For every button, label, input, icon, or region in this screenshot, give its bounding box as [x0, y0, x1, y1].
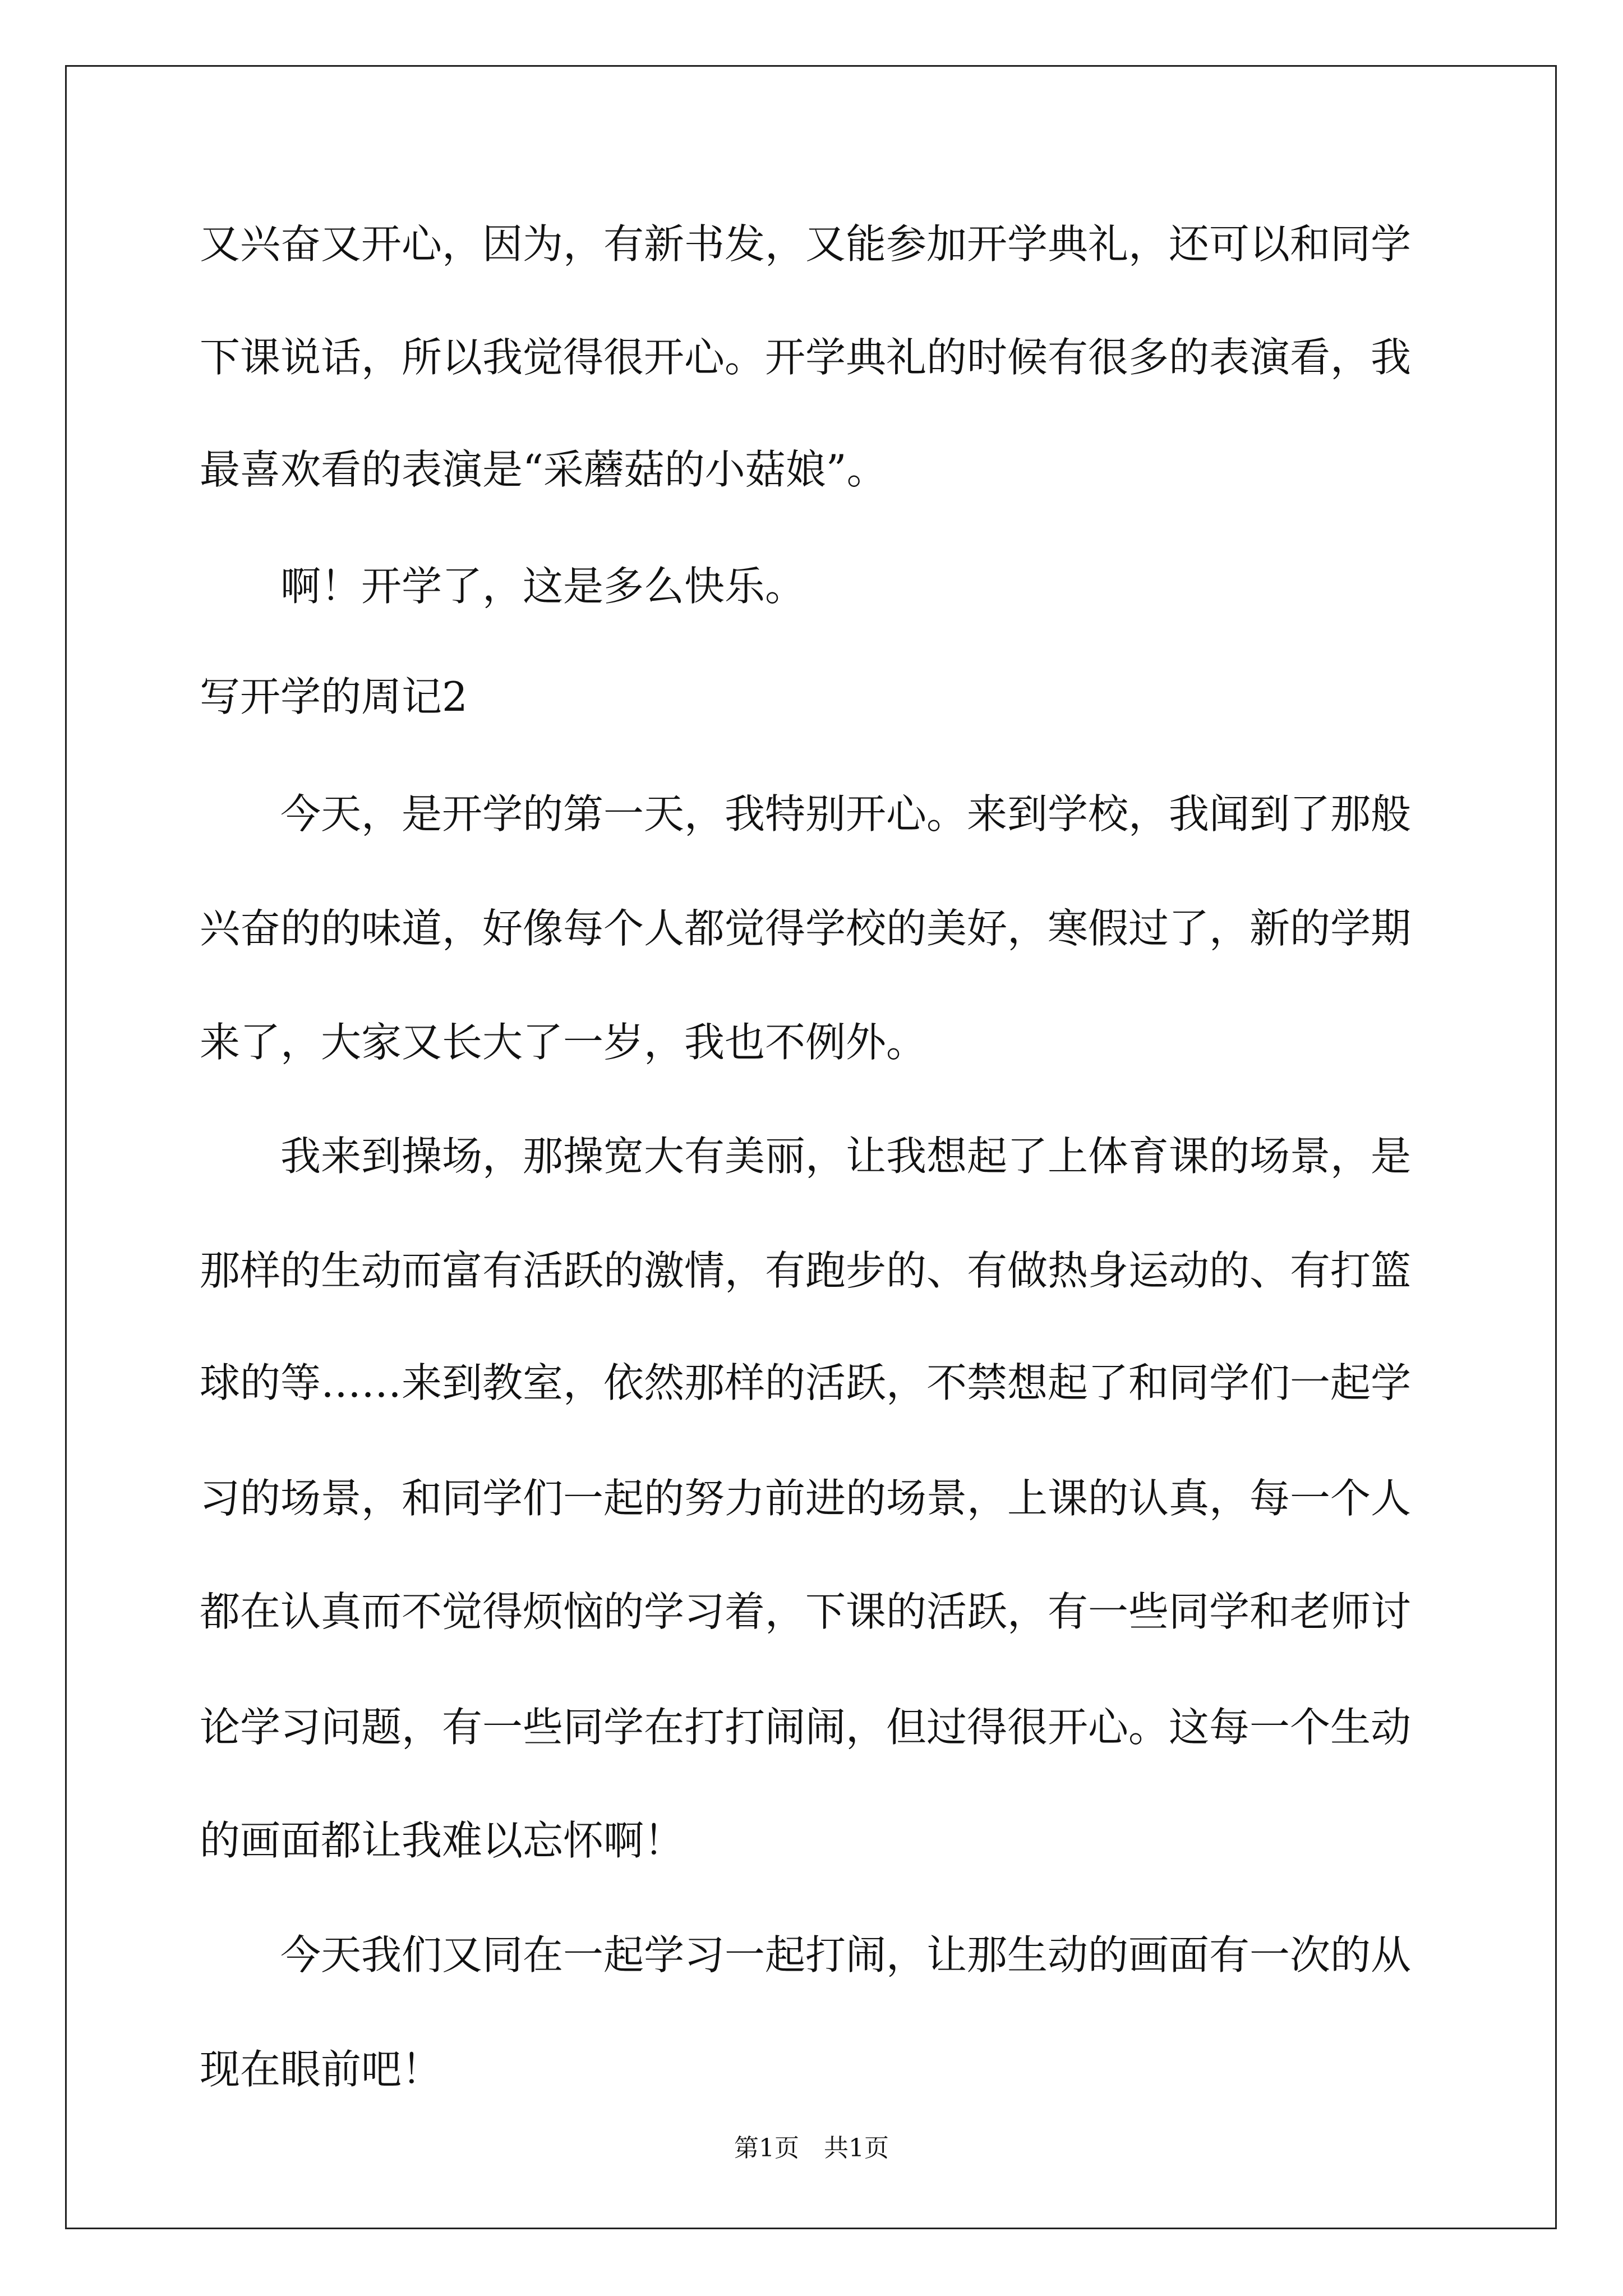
paragraph-line: 最喜欢看的表演是“采蘑菇的小菇娘”。: [200, 446, 887, 493]
page-footer: 第1页 共1页: [734, 2134, 889, 2162]
paragraph-line: 那样的生动而富有活跃的激情，有跑步的、有做热身运动的、有打篮: [200, 1247, 1412, 1294]
paragraph-line: 我来到操场，那操宽大有美丽，让我想起了上体育课的场景，是: [200, 1133, 1412, 1180]
paragraph-line: 下课说话，所以我觉得很开心。开学典礼的时候有很多的表演看，我: [200, 334, 1412, 381]
paragraph-line: 啊！开学了，这是多么快乐。: [200, 563, 806, 610]
paragraph-line: 兴奋的的味道，好像每个人都觉得学校的美好，寒假过了，新的学期: [200, 905, 1412, 952]
paragraph-line: 习的场景，和同学们一起的努力前进的场景，上课的认真，每一个人: [200, 1475, 1412, 1522]
paragraph-line: 现在眼前吧！: [200, 2046, 442, 2093]
paragraph-line: 的画面都让我难以忘怀啊！: [200, 1817, 685, 1864]
paragraph-line: 都在认真而不觉得烦恼的学习着，下课的活跃，有一些同学和老师讨: [200, 1588, 1412, 1635]
paragraph-line: 来了，大家又长大了一岁，我也不例外。: [200, 1019, 927, 1066]
section-heading: 写开学的周记2: [200, 673, 468, 720]
paragraph-line: 今天，是开学的第一天，我特别开心。来到学校，我闻到了那般: [200, 790, 1412, 838]
paragraph-line: 今天我们又同在一起学习一起打闹，让那生动的画面有一次的从: [200, 1931, 1412, 1978]
paragraph-line: 论学习问题，有一些同学在打打闹闹，但过得很开心。这每一个生动: [200, 1704, 1412, 1751]
paragraph-line: 又兴奋又开心，因为，有新书发，又能参加开学典礼，还可以和同学: [200, 220, 1412, 268]
paragraph-line: 球的等……来到教室，依然那样的活跃，不禁想起了和同学们一起学: [200, 1359, 1412, 1406]
